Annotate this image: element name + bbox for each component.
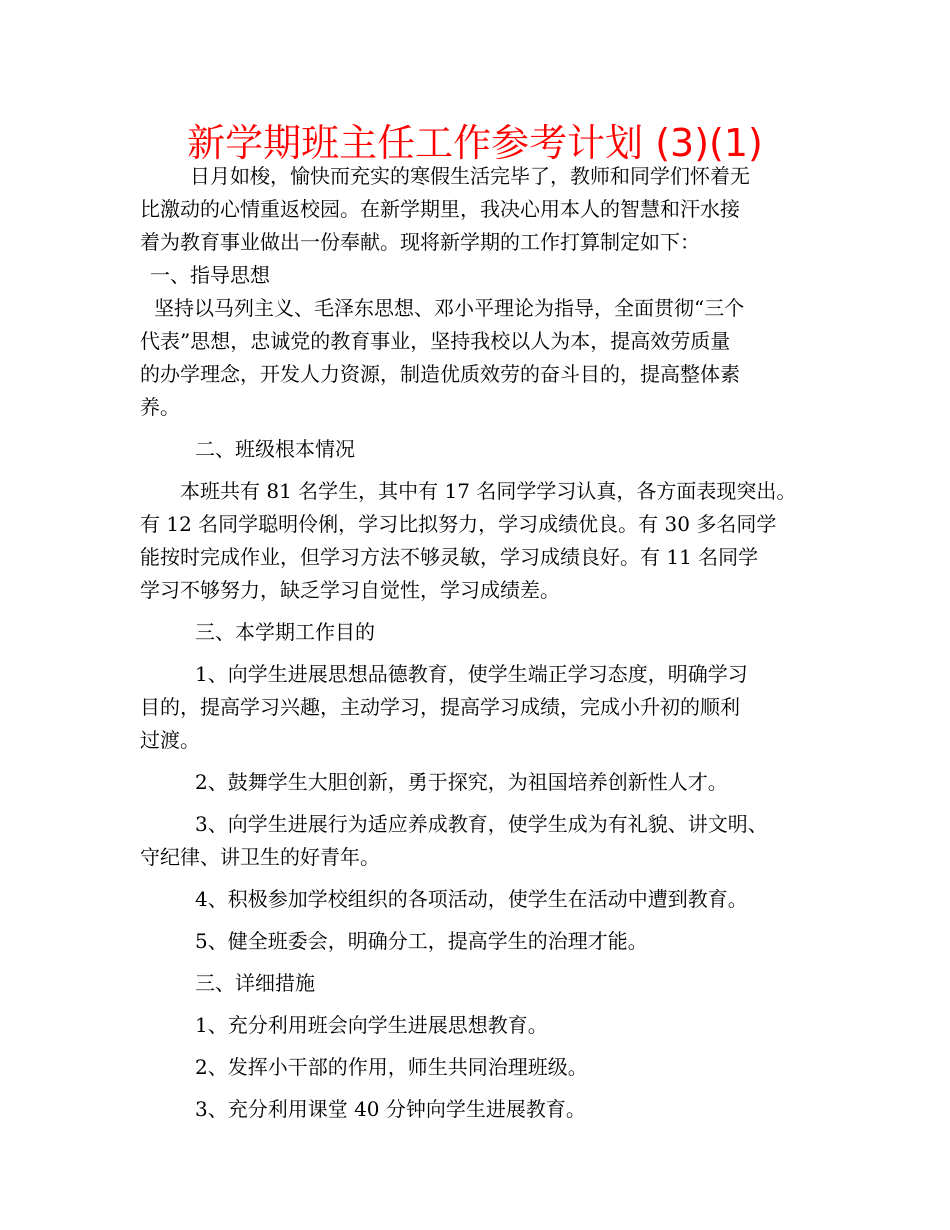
section-heading: 三、本学期工作目的	[195, 620, 375, 644]
document-title: 新学期班主任工作参考计划 (3)(1)	[187, 121, 763, 165]
paragraph-line: 目的，提高学习兴趣，主动学习，提高学习成绩，完成小升初的顺利	[140, 695, 740, 719]
paragraph-line: 比激动的心情重返校园。在新学期里，我决心用本人的智慧和汗水接	[140, 197, 740, 221]
section-heading: 二、班级根本情况	[195, 437, 355, 461]
paragraph-line: 1、向学生进展思想品德教育，使学生端正学习态度，明确学习	[195, 662, 748, 686]
paragraph-line: 3、充分利用课堂 40 分钟向学生进展教育。	[195, 1097, 586, 1121]
paragraph-line: 的办学理念，开发人力资源，制造优质效劳的奋斗目的，提高整体素	[140, 362, 740, 386]
paragraph-line: 1、充分利用班会向学生进展思想教育。	[195, 1013, 548, 1037]
section-heading: 一、指导思想	[150, 263, 270, 287]
paragraph-line: 2、发挥小干部的作用，师生共同治理班级。	[195, 1055, 588, 1079]
paragraph-line: 养。	[140, 395, 180, 419]
paragraph-line: 着为教育事业做出一份奉献。现将新学期的工作打算制定如下：	[140, 230, 700, 254]
document-body	[140, 160, 830, 1126]
paragraph-line: 过渡。	[140, 728, 200, 752]
paragraph-line: 守纪律、讲卫生的好青年。	[140, 845, 380, 869]
paragraph-line: 本班共有 81 名学生，其中有 17 名同学学习认真，各方面表现突出。	[180, 479, 797, 503]
paragraph-line: 4、积极参加学校组织的各项活动，使学生在活动中遭到教育。	[195, 887, 748, 911]
paragraph-line: 3、向学生进展行为适应养成教育，使学生成为有礼貌、讲文明、	[195, 812, 768, 836]
paragraph-line: 5、健全班委会，明确分工，提高学生的治理才能。	[195, 929, 648, 953]
section-heading: 三、详细措施	[195, 971, 315, 995]
paragraph-line: 坚持以马列主义、毛泽东思想、邓小平理论为指导，全面贯彻“三个	[154, 296, 745, 320]
paragraph-line: 日月如梭，愉快而充实的寒假生活完毕了，教师和同学们怀着无	[190, 164, 750, 188]
paragraph-line: 代表”思想，忠诚党的教育事业，坚持我校以人为本，提高效劳质量	[140, 329, 731, 353]
paragraph-line: 能按时完成作业，但学习方法不够灵敏，学习成绩良好。有 11 名同学	[140, 545, 759, 569]
paragraph-line: 2、鼓舞学生大胆创新，勇于探究，为祖国培养创新性人才。	[195, 770, 728, 794]
paragraph-line: 有 12 名同学聪明伶俐，学习比拟努力，学习成绩优良。有 30 多名同学	[140, 512, 777, 536]
paragraph-line: 学习不够努力，缺乏学习自觉性，学习成绩差。	[140, 578, 560, 602]
